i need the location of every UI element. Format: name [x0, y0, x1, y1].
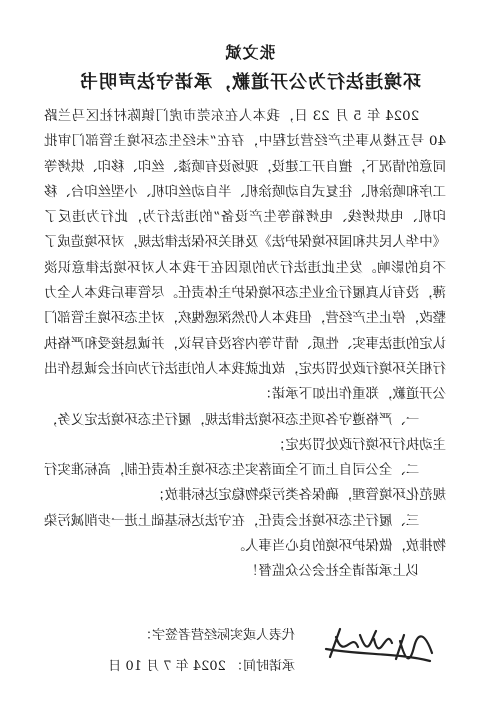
document-body: [44, 104, 446, 585]
signature-scribble-icon: [320, 613, 440, 673]
closing-line: 以上承诺请全社会公众监督！: [245, 564, 420, 580]
author-name: 张文斌: [224, 43, 276, 62]
document-title: 环境违法行为公开道歉，承诺守法声明书: [79, 72, 421, 93]
commitment-item-2: 二、全公司自上而下全面落实生态环境主体责任制，高标准实行规范化环境管理，确保各类污染物稳定达标排放；: [44, 463, 446, 504]
commitment-item-3: 三、履行生态环境社会责任，在守法达标基础上进一步削减污染物排放，做保护环境的良心当事人。: [44, 513, 446, 555]
commitment-item-1: 一、严格遵守各项生态环境法律法规，履行生态环境法定义务，主动执行环境行政处罚决定；: [44, 412, 446, 453]
body-paragraph-1: 2024 年 5 月 23 日，我本人在东莞市虎门镇陈村社区马兰路 40 号五楼从事生产经营过程中，存在“未经生态环境主管部门审批同意的情况下，擅自开工建设，现场设有喷漆、丝印、移印、烘烤等工序和喷涂机、往复式自动喷涂机、半自动丝印机、小型丝印台、移印机、电烘烤线、电烤箱等生产设备”的违法行为，此行为违反了《中华人民共和国环境保护法》及相关环保法律法规，对环境造成了不良的影响。发生此违法行为的原因在于我本人对环境法律意识淡薄，没有认真履行企业生态环境保护主体责任。尽管事后我本人全力整改，停止生产经营，但我本人仍然深感愧疚，对生态环境主管部门认定的违法事实、性质、情节等内容没有异议，并诚恳接受和严格执行相关环境行政处罚决定，故此就我本人的违法行为向社会诚恳作出公开道歉，郑重作出如下承诺：: [44, 109, 446, 403]
commitment-date: 承诺时间： 2024 年 7 月 10 日: [108, 659, 295, 674]
handwritten-signature: [320, 613, 440, 673]
signature-label: 代表人或实际经营者签字：: [138, 628, 295, 643]
